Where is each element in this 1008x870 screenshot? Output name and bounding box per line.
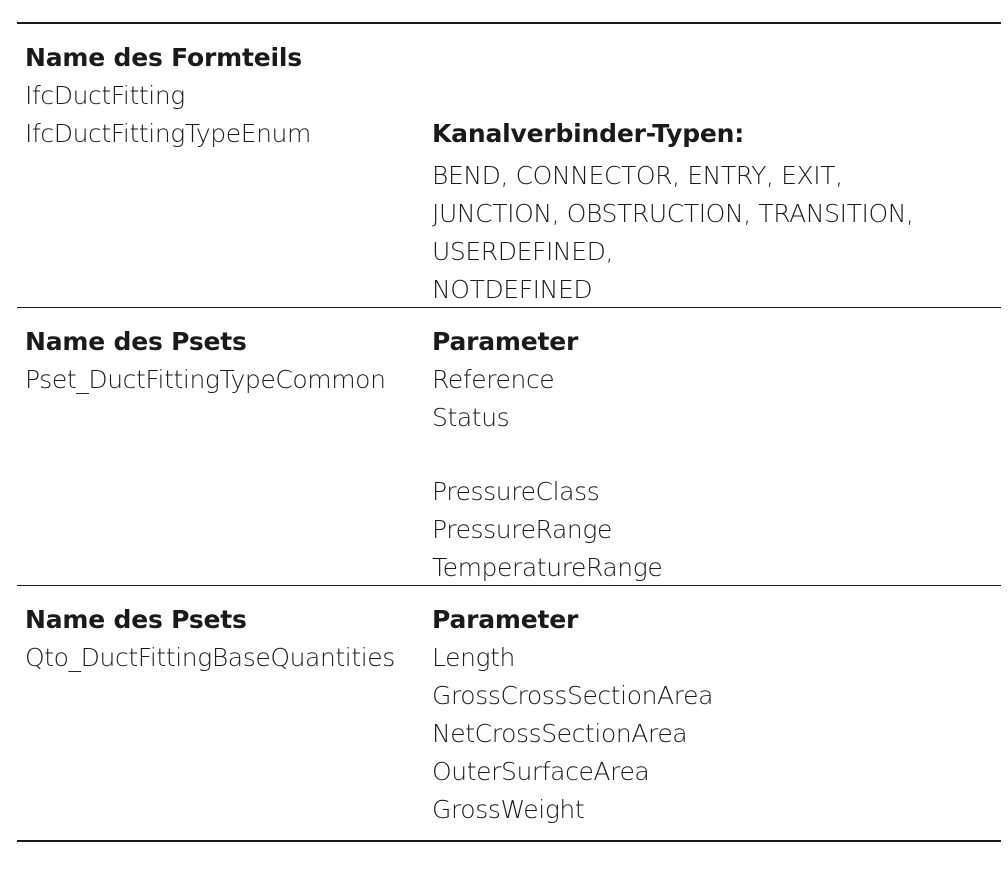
- section1-heading: Name des Formteils: [25, 43, 302, 72]
- param-item: Length: [432, 643, 515, 672]
- param-item: Reference: [432, 365, 555, 394]
- section1-types-list: [432, 157, 914, 309]
- section2-pset-name: Pset_DuctFittingTypeCommon: [25, 365, 386, 394]
- param-item: GrossCrossSectionArea: [432, 681, 713, 710]
- bottom-rule: [17, 840, 1001, 842]
- type-line: USERDEFINED,: [432, 237, 614, 266]
- param-item: PressureRange: [432, 515, 612, 544]
- top-rule: [17, 22, 1001, 24]
- type-line: NOTDEFINED: [432, 275, 593, 304]
- section3-pset-name: Qto_DuctFittingBaseQuantities: [25, 643, 395, 672]
- param-item: NetCrossSectionArea: [432, 719, 688, 748]
- param-item: OuterSurfaceArea: [432, 757, 650, 786]
- section3-param-list: [432, 639, 713, 829]
- param-item: PressureClass: [432, 477, 600, 506]
- type-line: JUNCTION, OBSTRUCTION, TRANSITION,: [432, 199, 914, 228]
- section1-enum-name: IfcDuctFittingTypeEnum: [25, 119, 311, 148]
- section2-param-list: [432, 361, 662, 587]
- section3-param-heading: Parameter: [432, 605, 579, 634]
- type-line: BEND, CONNECTOR, ENTRY, EXIT,: [432, 161, 843, 190]
- param-item: TemperatureRange: [432, 553, 663, 582]
- param-spacer: [432, 437, 662, 473]
- param-item: GrossWeight: [432, 795, 585, 824]
- section2-heading: Name des Psets: [25, 327, 247, 356]
- section1-types-heading: Kanalverbinder-Typen:: [432, 119, 745, 148]
- section2-param-heading: Parameter: [432, 327, 579, 356]
- param-item: Status: [432, 403, 510, 432]
- section1-entity-name: IfcDuctFitting: [25, 81, 185, 110]
- section3-heading: Name des Psets: [25, 605, 247, 634]
